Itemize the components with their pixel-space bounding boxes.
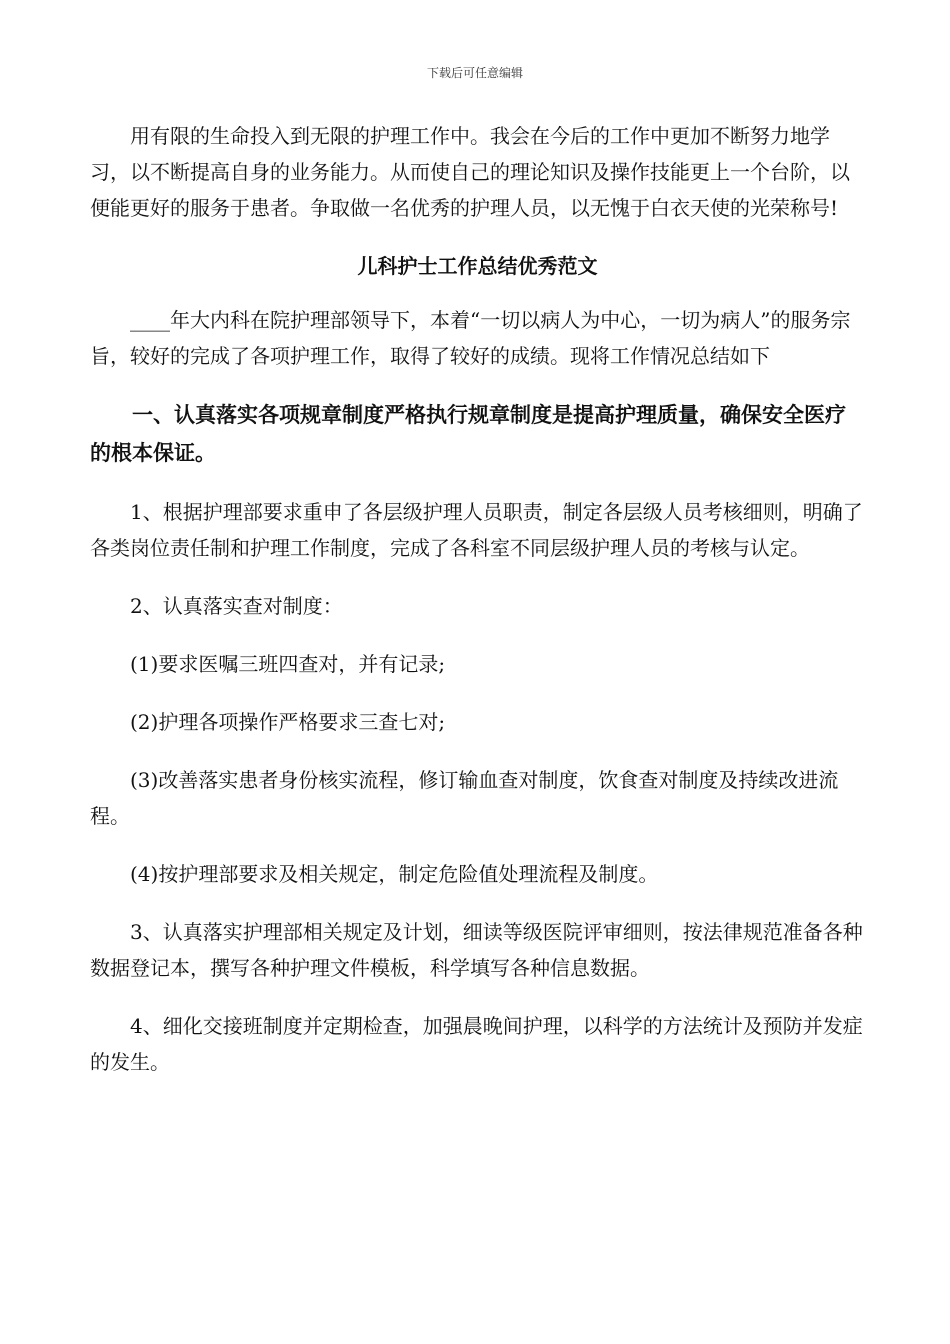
list-item: (1)要求医嘱三班四查对，并有记录;	[130, 652, 446, 676]
list-item: (4)按护理部要求及相关规定，制定危险值处理流程及制度。	[130, 862, 659, 886]
document-title: 儿科护士工作总结优秀范文	[357, 254, 598, 278]
list-item: 1、根据护理部要求重申了各层级护理人员职责，制定各层级人员考核细则，明确了各类岗位责任制和护理工作制度，完成了各科室不同层级护理人员的考核与认定。	[90, 500, 863, 560]
intro-paragraph: 用有限的生命投入到无限的护理工作中。我会在今后的工作中更加不断努力地学习，以不断提高自身的业务能力。从而使自己的理论知识及操作技能更上一个台阶，以便能更好的服务于患者。争取做一名优秀的护理人员，以无愧于白衣天使的光荣称号!	[90, 124, 850, 220]
document-body	[90, 118, 865, 1102]
list-item: 2、认真落实查对制度：	[130, 594, 343, 618]
opening-paragraph: ____年大内科在院护理部领导下，本着“一切以病人为中心，一切为病人”的服务宗旨，较好的完成了各项护理工作，取得了较好的成绩。现将工作情况总结如下	[90, 308, 851, 368]
section-heading: 一、认真落实各项规章制度严格执行规章制度是提高护理质量，确保安全医疗的根本保证。	[90, 402, 846, 465]
list-item: 4、细化交接班制度并定期检查，加强晨晚间护理，以科学的方法统计及预防并发症的发生。	[90, 1014, 863, 1074]
list-item: (3)改善落实患者身份核实流程，修订输血查对制度，饮食查对制度及持续改进流程。	[90, 768, 839, 828]
page-header-note: 下载后可任意编辑	[426, 66, 523, 80]
list-item: 3、认真落实护理部相关规定及计划，细读等级医院评审细则，按法律规范准备各种数据登记本，撰写各种护理文件模板，科学填写各种信息数据。	[90, 920, 863, 980]
list-item: (2)护理各项操作严格要求三查七对;	[130, 710, 446, 734]
